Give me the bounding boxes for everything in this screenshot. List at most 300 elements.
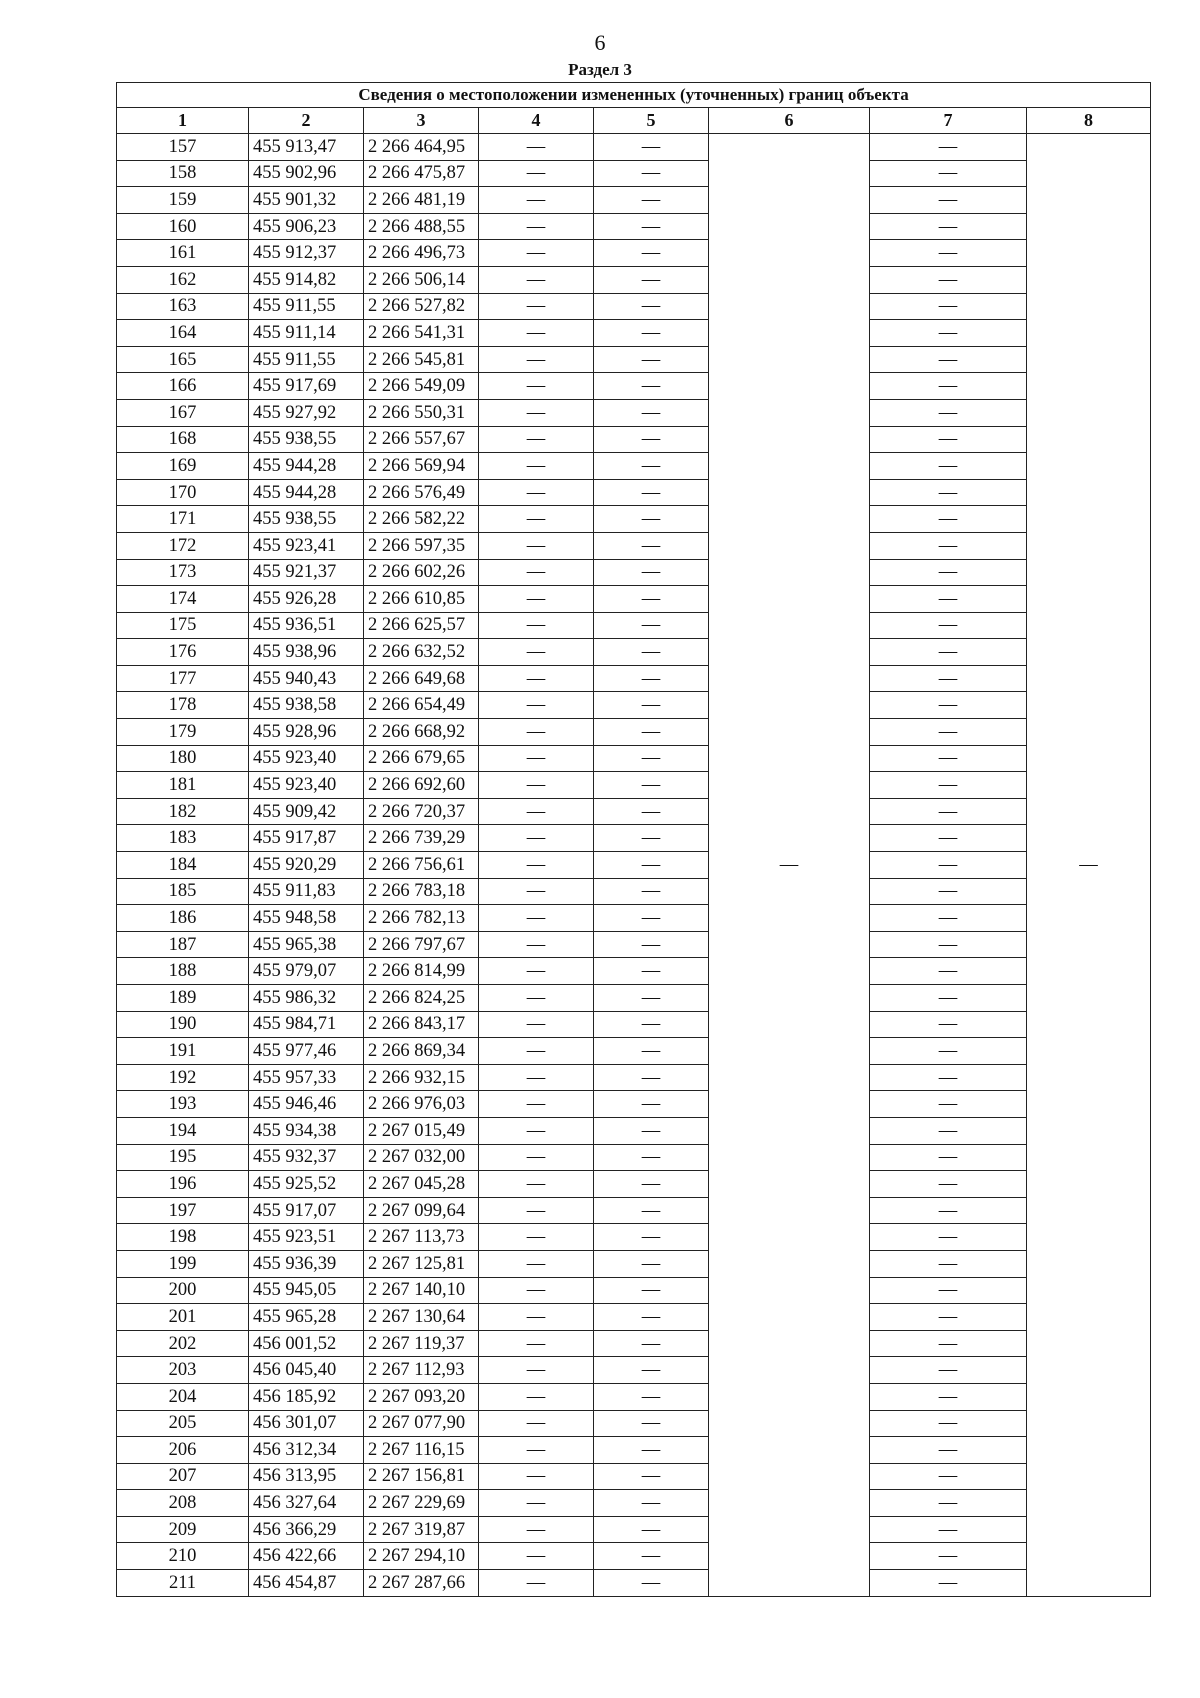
table-row	[117, 399, 1151, 426]
column-7-cell: —	[870, 1064, 1027, 1091]
table-row	[117, 798, 1151, 825]
column-7-cell: —	[870, 931, 1027, 958]
column-4-cell: —	[479, 878, 594, 905]
column-5-cell: —	[594, 1490, 709, 1517]
column-4-cell: —	[479, 134, 594, 161]
point-number-cell: 199	[117, 1250, 249, 1277]
column-5-cell: —	[594, 878, 709, 905]
y-coordinate-cell: 2 266 541,31	[364, 320, 479, 347]
column-5-cell: —	[594, 1117, 709, 1144]
column-7-cell: —	[870, 1171, 1027, 1198]
column-7-cell: —	[870, 1490, 1027, 1517]
column-7-cell: —	[870, 586, 1027, 613]
x-coordinate-cell: 455 923,40	[249, 772, 364, 799]
column-7-cell: —	[870, 745, 1027, 772]
column-4-cell: —	[479, 1463, 594, 1490]
column-4-cell: —	[479, 1171, 594, 1198]
point-number-cell: 195	[117, 1144, 249, 1171]
y-coordinate-cell: 2 266 756,61	[364, 852, 479, 879]
x-coordinate-cell: 455 945,05	[249, 1277, 364, 1304]
point-number-cell: 162	[117, 266, 249, 293]
column-7-cell: —	[870, 213, 1027, 240]
column-7-cell: —	[870, 1144, 1027, 1171]
column-7-cell: —	[870, 1437, 1027, 1464]
point-number-cell: 196	[117, 1171, 249, 1198]
column-5-cell: —	[594, 506, 709, 533]
table-row	[117, 1437, 1151, 1464]
column-5-cell: —	[594, 586, 709, 613]
column-4-cell: —	[479, 745, 594, 772]
table-row	[117, 1490, 1151, 1517]
column-5-cell: —	[594, 905, 709, 932]
column-header: 4	[479, 108, 594, 134]
column-7-cell: —	[870, 1543, 1027, 1570]
column-7-cell: —	[870, 1463, 1027, 1490]
column-5-cell: —	[594, 719, 709, 746]
column-header: 8	[1027, 108, 1151, 134]
column-4-cell: —	[479, 931, 594, 958]
column-4-cell: —	[479, 692, 594, 719]
y-coordinate-cell: 2 266 668,92	[364, 719, 479, 746]
point-number-cell: 165	[117, 346, 249, 373]
table-row	[117, 878, 1151, 905]
point-number-cell: 209	[117, 1516, 249, 1543]
column-5-cell: —	[594, 1038, 709, 1065]
x-coordinate-cell: 455 957,33	[249, 1064, 364, 1091]
column-7-cell: —	[870, 346, 1027, 373]
table-row	[117, 745, 1151, 772]
x-coordinate-cell: 455 901,32	[249, 187, 364, 214]
column-7-cell: —	[870, 240, 1027, 267]
x-coordinate-cell: 455 923,41	[249, 532, 364, 559]
column-5-cell: —	[594, 266, 709, 293]
column-4-cell: —	[479, 1250, 594, 1277]
column-7-cell: —	[870, 1516, 1027, 1543]
column-4-cell: —	[479, 213, 594, 240]
column-7-cell: —	[870, 878, 1027, 905]
column-7-cell: —	[870, 134, 1027, 161]
point-number-cell: 158	[117, 160, 249, 187]
table-row	[117, 719, 1151, 746]
y-coordinate-cell: 2 266 739,29	[364, 825, 479, 852]
column-5-cell: —	[594, 1011, 709, 1038]
table-row	[117, 852, 1151, 879]
point-number-cell: 180	[117, 745, 249, 772]
column-4-cell: —	[479, 1410, 594, 1437]
point-number-cell: 191	[117, 1038, 249, 1065]
point-number-cell: 164	[117, 320, 249, 347]
column-5-cell: —	[594, 213, 709, 240]
column-4-cell: —	[479, 160, 594, 187]
table-row	[117, 1383, 1151, 1410]
table-row	[117, 1064, 1151, 1091]
table-row	[117, 479, 1151, 506]
point-number-cell: 168	[117, 426, 249, 453]
column-7-cell: —	[870, 373, 1027, 400]
column-7-cell: —	[870, 160, 1027, 187]
y-coordinate-cell: 2 266 932,15	[364, 1064, 479, 1091]
column-4-cell: —	[479, 639, 594, 666]
column-5-cell: —	[594, 1463, 709, 1490]
point-number-cell: 197	[117, 1197, 249, 1224]
y-coordinate-cell: 2 266 557,67	[364, 426, 479, 453]
column-5-cell: —	[594, 1570, 709, 1597]
column-4-cell: —	[479, 479, 594, 506]
column-4-cell: —	[479, 1091, 594, 1118]
column-header: 5	[594, 108, 709, 134]
y-coordinate-cell: 2 267 156,81	[364, 1463, 479, 1490]
column-5-cell: —	[594, 453, 709, 480]
y-coordinate-cell: 2 266 814,99	[364, 958, 479, 985]
column-5-cell: —	[594, 1277, 709, 1304]
x-coordinate-cell: 455 979,07	[249, 958, 364, 985]
column-6-merged-cell: —	[709, 134, 870, 1597]
table-row	[117, 320, 1151, 347]
y-coordinate-cell: 2 267 116,15	[364, 1437, 479, 1464]
point-number-cell: 205	[117, 1410, 249, 1437]
table-row	[117, 612, 1151, 639]
x-coordinate-cell: 456 185,92	[249, 1383, 364, 1410]
y-coordinate-cell: 2 266 782,13	[364, 905, 479, 932]
column-7-cell: —	[870, 665, 1027, 692]
column-5-cell: —	[594, 559, 709, 586]
column-5-cell: —	[594, 612, 709, 639]
column-4-cell: —	[479, 985, 594, 1012]
column-7-cell: —	[870, 958, 1027, 985]
y-coordinate-cell: 2 266 464,95	[364, 134, 479, 161]
table-row	[117, 266, 1151, 293]
y-coordinate-cell: 2 266 597,35	[364, 532, 479, 559]
column-5-cell: —	[594, 1250, 709, 1277]
y-coordinate-cell: 2 266 797,67	[364, 931, 479, 958]
column-4-cell: —	[479, 399, 594, 426]
table-row	[117, 665, 1151, 692]
column-7-cell: —	[870, 1197, 1027, 1224]
table-row	[117, 293, 1151, 320]
x-coordinate-cell: 455 986,32	[249, 985, 364, 1012]
point-number-cell: 177	[117, 665, 249, 692]
x-coordinate-cell: 455 912,37	[249, 240, 364, 267]
x-coordinate-cell: 456 454,87	[249, 1570, 364, 1597]
y-coordinate-cell: 2 267 119,37	[364, 1330, 479, 1357]
column-header-row	[117, 108, 1151, 134]
point-number-cell: 176	[117, 639, 249, 666]
point-number-cell: 207	[117, 1463, 249, 1490]
column-5-cell: —	[594, 1064, 709, 1091]
x-coordinate-cell: 455 938,58	[249, 692, 364, 719]
x-coordinate-cell: 455 944,28	[249, 479, 364, 506]
column-7-cell: —	[870, 1117, 1027, 1144]
column-7-cell: —	[870, 1304, 1027, 1331]
column-7-cell: —	[870, 825, 1027, 852]
y-coordinate-cell: 2 266 602,26	[364, 559, 479, 586]
y-coordinate-cell: 2 266 496,73	[364, 240, 479, 267]
column-7-cell: —	[870, 798, 1027, 825]
point-number-cell: 204	[117, 1383, 249, 1410]
y-coordinate-cell: 2 267 032,00	[364, 1144, 479, 1171]
x-coordinate-cell: 455 934,38	[249, 1117, 364, 1144]
point-number-cell: 187	[117, 931, 249, 958]
y-coordinate-cell: 2 266 527,82	[364, 293, 479, 320]
column-7-cell: —	[870, 320, 1027, 347]
column-header: 6	[709, 108, 870, 134]
table-row	[117, 1171, 1151, 1198]
column-5-cell: —	[594, 1410, 709, 1437]
column-header: 1	[117, 108, 249, 134]
column-5-cell: —	[594, 665, 709, 692]
table-row	[117, 1516, 1151, 1543]
table-row	[117, 160, 1151, 187]
x-coordinate-cell: 455 932,37	[249, 1144, 364, 1171]
table-row	[117, 825, 1151, 852]
y-coordinate-cell: 2 266 481,19	[364, 187, 479, 214]
table-caption: Сведения о местоположении измененных (уточненных) границ объекта	[117, 83, 1151, 108]
column-4-cell: —	[479, 1516, 594, 1543]
column-5-cell: —	[594, 320, 709, 347]
column-5-cell: —	[594, 825, 709, 852]
column-7-cell: —	[870, 985, 1027, 1012]
column-4-cell: —	[479, 373, 594, 400]
y-coordinate-cell: 2 266 692,60	[364, 772, 479, 799]
point-number-cell: 208	[117, 1490, 249, 1517]
column-5-cell: —	[594, 745, 709, 772]
column-7-cell: —	[870, 559, 1027, 586]
column-4-cell: —	[479, 1277, 594, 1304]
y-coordinate-cell: 2 267 113,73	[364, 1224, 479, 1251]
y-coordinate-cell: 2 267 112,93	[364, 1357, 479, 1384]
point-number-cell: 166	[117, 373, 249, 400]
x-coordinate-cell: 455 938,96	[249, 639, 364, 666]
x-coordinate-cell: 455 946,46	[249, 1091, 364, 1118]
y-coordinate-cell: 2 266 488,55	[364, 213, 479, 240]
column-4-cell: —	[479, 532, 594, 559]
table-row	[117, 1250, 1151, 1277]
x-coordinate-cell: 456 045,40	[249, 1357, 364, 1384]
column-7-cell: —	[870, 905, 1027, 932]
point-number-cell: 175	[117, 612, 249, 639]
column-5-cell: —	[594, 1357, 709, 1384]
column-4-cell: —	[479, 665, 594, 692]
table-row	[117, 373, 1151, 400]
point-number-cell: 161	[117, 240, 249, 267]
column-4-cell: —	[479, 1304, 594, 1331]
y-coordinate-cell: 2 266 576,49	[364, 479, 479, 506]
column-4-cell: —	[479, 1357, 594, 1384]
point-number-cell: 172	[117, 532, 249, 559]
table-row	[117, 187, 1151, 214]
y-coordinate-cell: 2 267 099,64	[364, 1197, 479, 1224]
y-coordinate-cell: 2 267 125,81	[364, 1250, 479, 1277]
y-coordinate-cell: 2 266 550,31	[364, 399, 479, 426]
point-number-cell: 163	[117, 293, 249, 320]
column-5-cell: —	[594, 772, 709, 799]
point-number-cell: 203	[117, 1357, 249, 1384]
x-coordinate-cell: 455 921,37	[249, 559, 364, 586]
x-coordinate-cell: 455 940,43	[249, 665, 364, 692]
column-5-cell: —	[594, 852, 709, 879]
y-coordinate-cell: 2 266 649,68	[364, 665, 479, 692]
point-number-cell: 169	[117, 453, 249, 480]
table-row	[117, 240, 1151, 267]
x-coordinate-cell: 455 906,23	[249, 213, 364, 240]
column-7-cell: —	[870, 719, 1027, 746]
point-number-cell: 211	[117, 1570, 249, 1597]
table-row	[117, 1038, 1151, 1065]
column-8-merged-cell: —	[1027, 134, 1151, 1597]
page-number: 6	[594, 30, 606, 55]
y-coordinate-cell: 2 266 843,17	[364, 1011, 479, 1038]
table-row	[117, 1144, 1151, 1171]
x-coordinate-cell: 455 909,42	[249, 798, 364, 825]
column-5-cell: —	[594, 1330, 709, 1357]
x-coordinate-cell: 455 914,82	[249, 266, 364, 293]
y-coordinate-cell: 2 267 319,87	[364, 1516, 479, 1543]
point-number-cell: 190	[117, 1011, 249, 1038]
point-number-cell: 170	[117, 479, 249, 506]
table-row	[117, 1091, 1151, 1118]
column-7-cell: —	[870, 479, 1027, 506]
point-number-cell: 210	[117, 1543, 249, 1570]
coordinates-table	[116, 82, 1151, 1597]
y-coordinate-cell: 2 266 654,49	[364, 692, 479, 719]
column-7-cell: —	[870, 187, 1027, 214]
column-4-cell: —	[479, 612, 594, 639]
y-coordinate-cell: 2 266 545,81	[364, 346, 479, 373]
column-7-cell: —	[870, 1011, 1027, 1038]
column-4-cell: —	[479, 346, 594, 373]
column-5-cell: —	[594, 479, 709, 506]
point-number-cell: 198	[117, 1224, 249, 1251]
column-7-cell: —	[870, 426, 1027, 453]
column-7-cell: —	[870, 453, 1027, 480]
column-7-cell: —	[870, 1224, 1027, 1251]
column-5-cell: —	[594, 426, 709, 453]
column-4-cell: —	[479, 958, 594, 985]
column-4-cell: —	[479, 1064, 594, 1091]
column-4-cell: —	[479, 1224, 594, 1251]
point-number-cell: 184	[117, 852, 249, 879]
column-7-cell: —	[870, 1570, 1027, 1597]
column-5-cell: —	[594, 1543, 709, 1570]
table-row	[117, 586, 1151, 613]
table-row	[117, 1543, 1151, 1570]
column-5-cell: —	[594, 1383, 709, 1410]
table-row	[117, 532, 1151, 559]
column-4-cell: —	[479, 559, 594, 586]
x-coordinate-cell: 455 923,51	[249, 1224, 364, 1251]
column-4-cell: —	[479, 1330, 594, 1357]
column-5-cell: —	[594, 1224, 709, 1251]
point-number-cell: 202	[117, 1330, 249, 1357]
x-coordinate-cell: 455 977,46	[249, 1038, 364, 1065]
column-4-cell: —	[479, 586, 594, 613]
y-coordinate-cell: 2 267 229,69	[364, 1490, 479, 1517]
column-5-cell: —	[594, 1091, 709, 1118]
x-coordinate-cell: 456 312,34	[249, 1437, 364, 1464]
point-number-cell: 182	[117, 798, 249, 825]
column-5-cell: —	[594, 160, 709, 187]
y-coordinate-cell: 2 266 976,03	[364, 1091, 479, 1118]
x-coordinate-cell: 455 917,69	[249, 373, 364, 400]
x-coordinate-cell: 455 911,83	[249, 878, 364, 905]
column-5-cell: —	[594, 187, 709, 214]
point-number-cell: 174	[117, 586, 249, 613]
x-coordinate-cell: 455 925,52	[249, 1171, 364, 1198]
column-7-cell: —	[870, 1091, 1027, 1118]
x-coordinate-cell: 455 965,28	[249, 1304, 364, 1331]
table-row	[117, 213, 1151, 240]
table-row	[117, 1570, 1151, 1597]
column-7-cell: —	[870, 1410, 1027, 1437]
y-coordinate-cell: 2 266 569,94	[364, 453, 479, 480]
y-coordinate-cell: 2 266 610,85	[364, 586, 479, 613]
table-row	[117, 772, 1151, 799]
table-row	[117, 1277, 1151, 1304]
point-number-cell: 200	[117, 1277, 249, 1304]
table-row	[117, 559, 1151, 586]
column-5-cell: —	[594, 1516, 709, 1543]
column-5-cell: —	[594, 798, 709, 825]
column-7-cell: —	[870, 612, 1027, 639]
column-5-cell: —	[594, 532, 709, 559]
section-title: Раздел 3	[568, 60, 632, 79]
column-5-cell: —	[594, 1171, 709, 1198]
column-7-cell: —	[870, 692, 1027, 719]
point-number-cell: 181	[117, 772, 249, 799]
point-number-cell: 183	[117, 825, 249, 852]
point-number-cell: 194	[117, 1117, 249, 1144]
y-coordinate-cell: 2 266 632,52	[364, 639, 479, 666]
table-row	[117, 1330, 1151, 1357]
table-row	[117, 985, 1151, 1012]
x-coordinate-cell: 455 923,40	[249, 745, 364, 772]
column-5-cell: —	[594, 1437, 709, 1464]
column-4-cell: —	[479, 187, 594, 214]
column-5-cell: —	[594, 399, 709, 426]
table-row	[117, 692, 1151, 719]
column-4-cell: —	[479, 1038, 594, 1065]
column-7-cell: —	[870, 293, 1027, 320]
column-4-cell: —	[479, 905, 594, 932]
column-header: 7	[870, 108, 1027, 134]
y-coordinate-cell: 2 266 783,18	[364, 878, 479, 905]
column-header: 3	[364, 108, 479, 134]
y-coordinate-cell: 2 267 093,20	[364, 1383, 479, 1410]
column-4-cell: —	[479, 852, 594, 879]
table-row	[117, 1410, 1151, 1437]
y-coordinate-cell: 2 266 824,25	[364, 985, 479, 1012]
column-4-cell: —	[479, 1490, 594, 1517]
y-coordinate-cell: 2 266 679,65	[364, 745, 479, 772]
y-coordinate-cell: 2 266 549,09	[364, 373, 479, 400]
y-coordinate-cell: 2 266 582,22	[364, 506, 479, 533]
column-5-cell: —	[594, 1304, 709, 1331]
y-coordinate-cell: 2 266 625,57	[364, 612, 479, 639]
column-4-cell: —	[479, 320, 594, 347]
column-4-cell: —	[479, 506, 594, 533]
table-row	[117, 1304, 1151, 1331]
column-4-cell: —	[479, 426, 594, 453]
x-coordinate-cell: 455 913,47	[249, 134, 364, 161]
x-coordinate-cell: 455 928,96	[249, 719, 364, 746]
point-number-cell: 201	[117, 1304, 249, 1331]
column-7-cell: —	[870, 852, 1027, 879]
point-number-cell: 157	[117, 134, 249, 161]
point-number-cell: 192	[117, 1064, 249, 1091]
column-4-cell: —	[479, 1543, 594, 1570]
point-number-cell: 206	[117, 1437, 249, 1464]
table-row	[117, 346, 1151, 373]
